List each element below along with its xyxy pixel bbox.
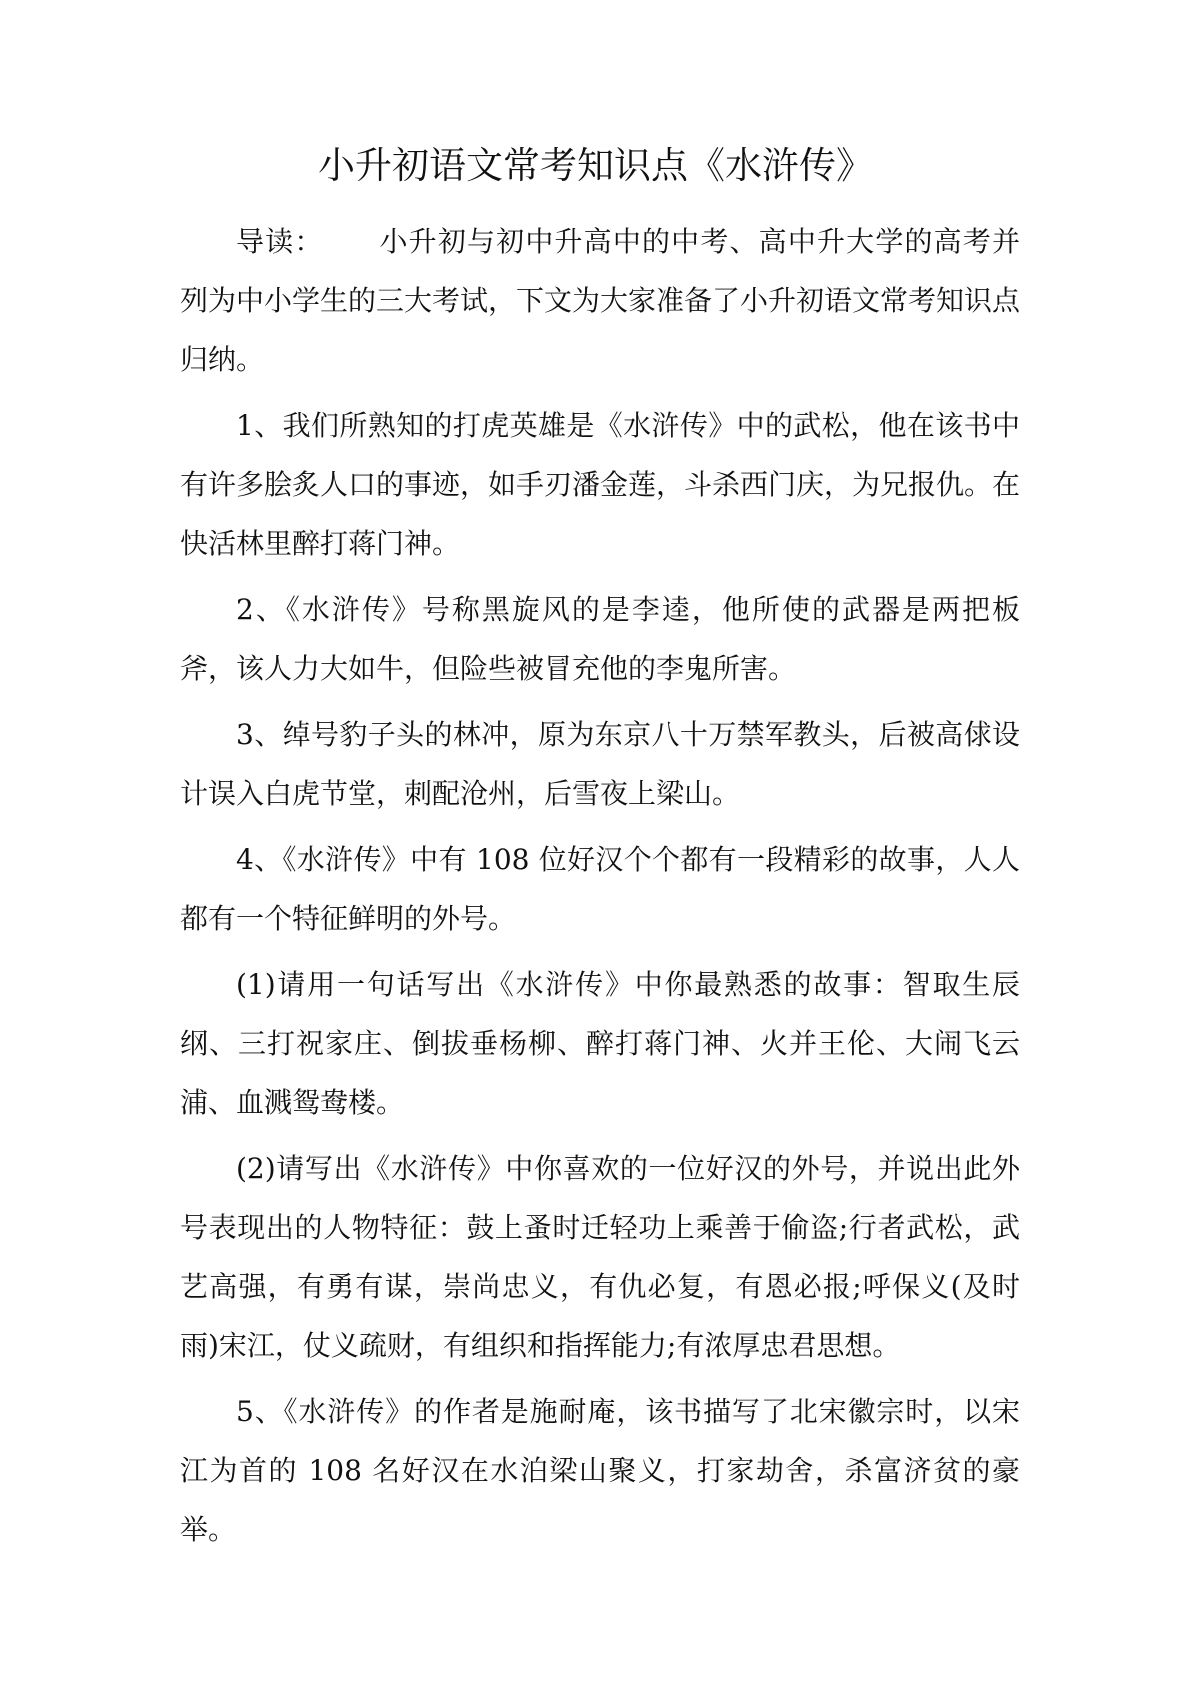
paragraph-3: 3、绰号豹子头的林冲，原为东京八十万禁军教头，后被高俅设计误入白虎节堂，刺配沧州，后雪夜上梁山。 bbox=[180, 718, 1020, 810]
paragraph-2: 2、《水浒传》号称黑旋风的是李逵，他所使的武器是两把板斧，该人力大如牛，但险些被冒充他的李鬼所害。 bbox=[180, 593, 1020, 685]
paragraph-4-sub-2: (2)请写出《水浒传》中你喜欢的一位好汉的外号，并说出此外号表现出的人物特征：鼓上蚤时迁轻功上乘善于偷盗;行者武松，武艺高强，有勇有谋，崇尚忠义，有仇必复，有恩必报;呼保义(及时雨)宋江，仗义疏财，有组织和指挥能力;有浓厚忠君思想。 bbox=[180, 1152, 1020, 1362]
paragraph-5: 5、《水浒传》的作者是施耐庵，该书描写了北宋徽宗时，以宋江为首的 108 名好汉在水泊梁山聚义，打家劫舍，杀富济贫的豪举。 bbox=[180, 1395, 1020, 1546]
document-title: 小升初语文常考知识点《水浒传》 bbox=[318, 144, 873, 187]
paragraph-4-sub-1: (1)请用一句话写出《水浒传》中你最熟悉的故事：智取生辰纲、三打祝家庄、倒拔垂杨柳、醉打蒋门神、火并王伦、大闹飞云浦、血溅鸳鸯楼。 bbox=[180, 968, 1020, 1119]
intro-label: 导读： bbox=[236, 225, 324, 258]
document-body bbox=[180, 212, 1020, 1566]
intro-paragraph bbox=[180, 212, 1020, 389]
paragraph-4: 4、《水浒传》中有 108 位好汉个个都有一段精彩的故事，人人都有一个特征鲜明的外号。 bbox=[180, 843, 1020, 935]
intro-text: 小升初与初中升高中的中考、高中升大学的高考并列为中小学生的三大考试，下文为大家准备了小升初语文常考知识点归纳。 bbox=[180, 225, 1021, 376]
paragraph-1: 1、我们所熟知的打虎英雄是《水浒传》中的武松，他在该书中有许多脍炙人口的事迹，如手刃潘金莲，斗杀西门庆，为兄报仇。在快活林里醉打蒋门神。 bbox=[180, 409, 1021, 560]
